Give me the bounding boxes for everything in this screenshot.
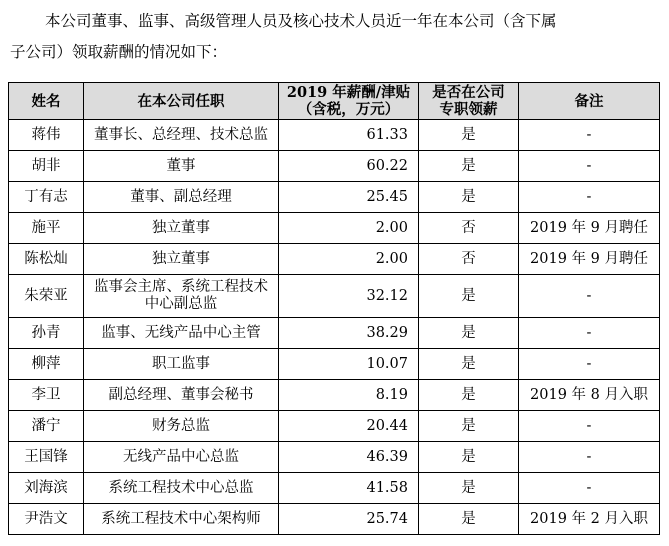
- cell-note: -: [519, 151, 660, 182]
- cell-position: 财务总监: [84, 411, 279, 442]
- cell-fulltime: 是: [419, 473, 519, 504]
- cell-position: 职工监事: [84, 349, 279, 380]
- cell-salary: 32.12: [279, 275, 419, 318]
- cell-note: -: [519, 182, 660, 213]
- cell-fulltime: 是: [419, 182, 519, 213]
- cell-note: -: [519, 442, 660, 473]
- salary-table: [8, 82, 660, 535]
- header-position: 在本公司任职: [84, 83, 279, 120]
- table-header-row: [9, 83, 660, 120]
- cell-note: 2019 年 9 月聘任: [519, 244, 660, 275]
- header-fulltime-line2: 专职领薪: [439, 101, 498, 118]
- cell-position: 系统工程技术中心架构师: [84, 504, 279, 535]
- cell-name: 王国锋: [9, 442, 84, 473]
- header-fulltime: [419, 83, 519, 120]
- header-fulltime-line1: 是否在公司: [432, 84, 505, 101]
- cell-position: 董事长、总经理、技术总监: [84, 120, 279, 151]
- cell-salary: 41.58: [279, 473, 419, 504]
- table-row: [9, 411, 660, 442]
- cell-salary: 60.22: [279, 151, 419, 182]
- cell-fulltime: 是: [419, 442, 519, 473]
- cell-name: 刘海滨: [9, 473, 84, 504]
- cell-note: -: [519, 411, 660, 442]
- cell-name: 陈松灿: [9, 244, 84, 275]
- cell-fulltime: 是: [419, 318, 519, 349]
- cell-position: 独立董事: [84, 213, 279, 244]
- cell-salary: 2.00: [279, 244, 419, 275]
- table-row: [9, 442, 660, 473]
- table-row: [9, 275, 660, 318]
- cell-position: 董事、副总经理: [84, 182, 279, 213]
- table-row: [9, 244, 660, 275]
- cell-salary: 38.29: [279, 318, 419, 349]
- cell-name: 柳萍: [9, 349, 84, 380]
- cell-name: 胡非: [9, 151, 84, 182]
- cell-name: 李卫: [9, 380, 84, 411]
- cell-salary: 2.00: [279, 213, 419, 244]
- cell-name: 尹浩文: [9, 504, 84, 535]
- cell-position: 系统工程技术中心总监: [84, 473, 279, 504]
- table-row: [9, 349, 660, 380]
- cell-fulltime: 否: [419, 213, 519, 244]
- cell-salary: 25.74: [279, 504, 419, 535]
- cell-note: -: [519, 349, 660, 380]
- cell-fulltime: 是: [419, 504, 519, 535]
- cell-fulltime: 是: [419, 380, 519, 411]
- cell-note: -: [519, 473, 660, 504]
- cell-salary: 46.39: [279, 442, 419, 473]
- header-salary-line1: 2019 年薪酬/津贴: [286, 84, 411, 101]
- table-row: [9, 120, 660, 151]
- cell-salary: 20.44: [279, 411, 419, 442]
- cell-name: 孙青: [9, 318, 84, 349]
- header-note: 备注: [519, 83, 660, 120]
- cell-note: -: [519, 120, 660, 151]
- cell-name: 潘宁: [9, 411, 84, 442]
- table-row: [9, 380, 660, 411]
- cell-fulltime: 是: [419, 275, 519, 318]
- cell-salary: 10.07: [279, 349, 419, 380]
- cell-position: 监事会主席、系统工程技术中心副总监: [84, 275, 279, 318]
- table-row: [9, 213, 660, 244]
- cell-note: -: [519, 318, 660, 349]
- table-row: [9, 473, 660, 504]
- cell-position: 监事、无线产品中心主管: [84, 318, 279, 349]
- table-row: [9, 151, 660, 182]
- cell-position: 董事: [84, 151, 279, 182]
- intro-line-1: 本公司董事、监事、高级管理人员及核心技术人员近一年在本公司（含下属: [45, 12, 557, 30]
- cell-name: 施平: [9, 213, 84, 244]
- cell-fulltime: 否: [419, 244, 519, 275]
- header-name: 姓名: [9, 83, 84, 120]
- cell-note: -: [519, 275, 660, 318]
- cell-name: 朱荣亚: [9, 275, 84, 318]
- cell-fulltime: 是: [419, 120, 519, 151]
- cell-fulltime: 是: [419, 151, 519, 182]
- intro-paragraph: [10, 6, 660, 68]
- cell-fulltime: 是: [419, 411, 519, 442]
- cell-salary: 61.33: [279, 120, 419, 151]
- cell-name: 蒋伟: [9, 120, 84, 151]
- header-salary-line2: （含税，万元）: [297, 101, 400, 118]
- cell-name: 丁有志: [9, 182, 84, 213]
- cell-salary: 25.45: [279, 182, 419, 213]
- cell-fulltime: 是: [419, 349, 519, 380]
- header-salary: [279, 83, 419, 120]
- table-row: [9, 318, 660, 349]
- cell-note: 2019 年 9 月聘任: [519, 213, 660, 244]
- intro-line-2: 子公司）领取薪酬的情况如下：: [10, 43, 228, 61]
- cell-note: 2019 年 2 月入职: [519, 504, 660, 535]
- cell-position: 独立董事: [84, 244, 279, 275]
- table-row: [9, 182, 660, 213]
- table-row: [9, 504, 660, 535]
- cell-position: 副总经理、董事会秘书: [84, 380, 279, 411]
- cell-position: 无线产品中心总监: [84, 442, 279, 473]
- cell-salary: 8.19: [279, 380, 419, 411]
- cell-note: 2019 年 8 月入职: [519, 380, 660, 411]
